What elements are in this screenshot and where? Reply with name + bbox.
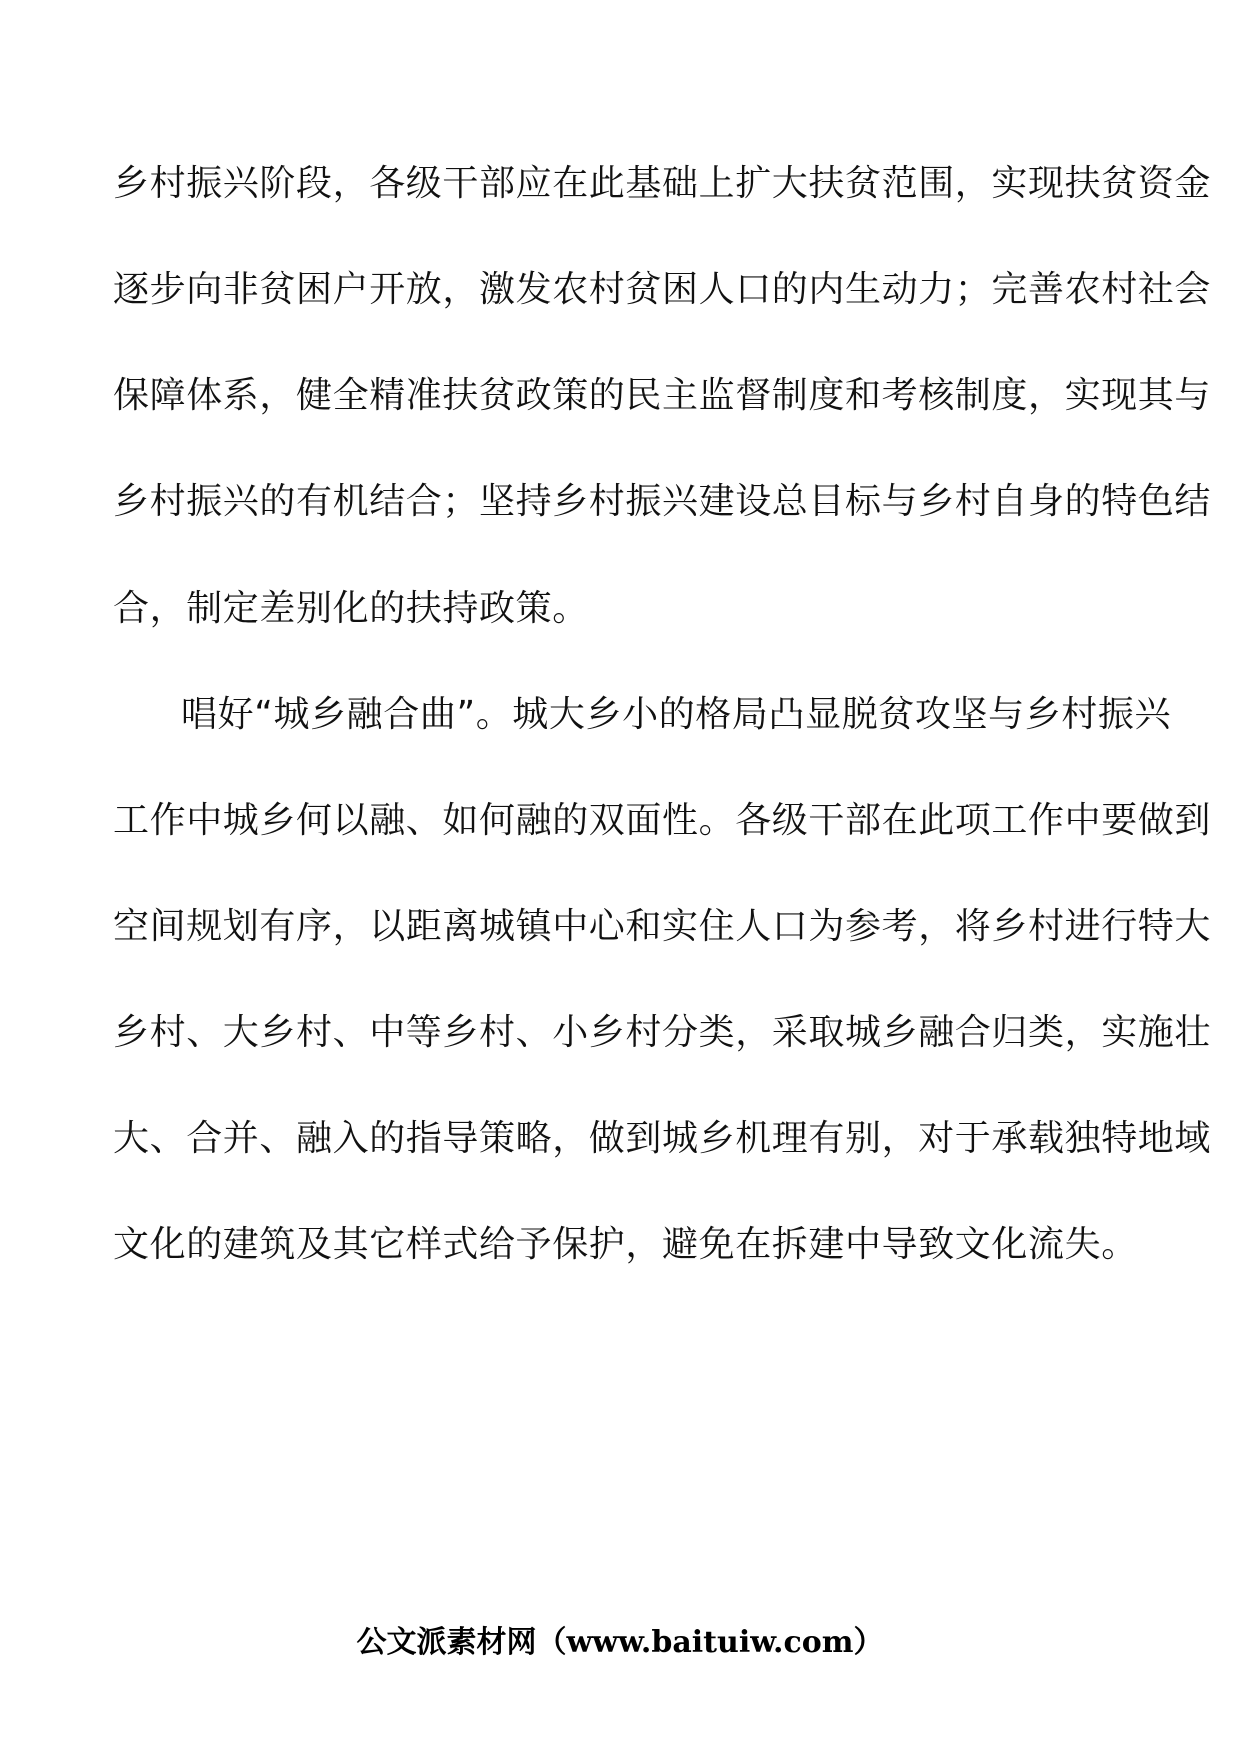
paragraph-line: 保障体系，健全精准扶贫政策的民主监督制度和考核制度，实现其与 bbox=[113, 375, 1212, 416]
paragraph-line: 乡村振兴的有机结合；坚持乡村振兴建设总目标与乡村自身的特色结 bbox=[113, 481, 1212, 522]
paragraph-line: 逐步向非贫困户开放，激发农村贫困人口的内生动力；完善农村社会 bbox=[113, 269, 1212, 310]
footer-source: 公文派素材网（www.baituiw.com） bbox=[356, 1625, 884, 1660]
paragraph-line: 唱好“城乡融合曲”。城大乡小的格局凸显脱贫攻坚与乡村振兴 bbox=[181, 694, 1172, 735]
paragraph-line: 大、合并、融入的指导策略，做到城乡机理有别，对于承载独特地域 bbox=[113, 1118, 1212, 1159]
paragraph-line: 文化的建筑及其它样式给予保护，避免在拆建中导致文化流失。 bbox=[113, 1224, 1138, 1265]
paragraph-line: 乡村振兴阶段，各级干部应在此基础上扩大扶贫范围，实现扶贫资金 bbox=[113, 163, 1212, 204]
paragraph-line: 乡村、大乡村、中等乡村、小乡村分类，采取城乡融合归类，实施壮 bbox=[113, 1012, 1212, 1053]
paragraph-line: 合，制定差别化的扶持政策。 bbox=[113, 588, 589, 629]
paragraph-line: 工作中城乡何以融、如何融的双面性。各级干部在此项工作中要做到 bbox=[113, 800, 1212, 841]
paragraph-line: 空间规划有序，以距离城镇中心和实住人口为参考，将乡村进行特大 bbox=[113, 906, 1212, 947]
